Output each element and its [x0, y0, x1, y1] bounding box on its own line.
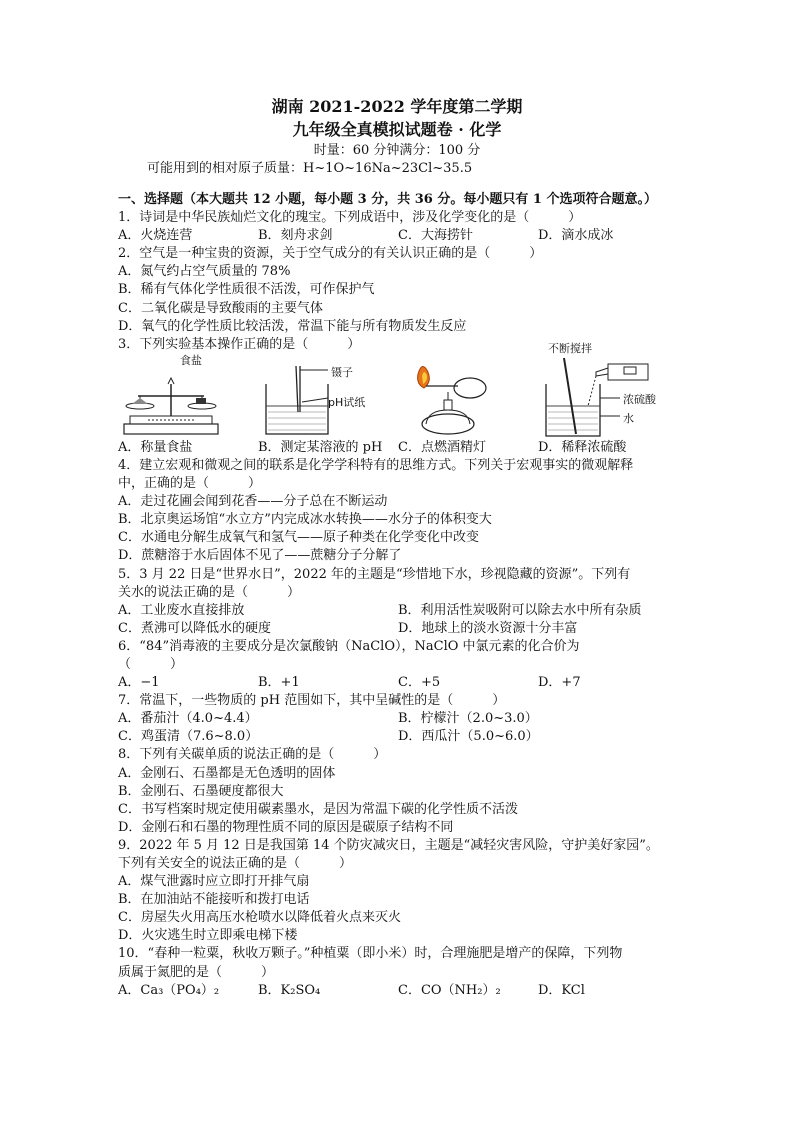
label-water: 水 [623, 411, 634, 425]
q9-stem-line1: 9．2022 年 5 月 12 日是我国第 14 个防灾减灾日，主题是“减轻灾害风险，守护美好家园”。 [118, 837, 659, 853]
q9-option-d: D．火灾逃生时立即乘电梯下楼 [118, 928, 298, 944]
q7-stem: 7．常温下，一些物质的 pH 范围如下，其中呈碱性的是（ ） [118, 693, 506, 709]
q7-option-c: C．鸡蛋清（7.6~8.0） [118, 729, 259, 745]
q6-option-c: C．+5 [398, 675, 441, 691]
q5-stem-line1: 5．3 月 22 日是“世界水日”，2022 年的主题是“珍惜地下水，珍视隐藏的资源”。下列有 [118, 566, 631, 582]
atomic-masses: 可能用到的相对原子质量：H~1O~16Na~23Cl~35.5 [147, 161, 473, 176]
q5-option-c: C．煮沸可以降低水的硬度 [118, 620, 271, 636]
q4-stem-line1: 4．建立宏观和微观之间的联系是化学学科特有的思维方式。下列关于宏观事实的微观解释 [118, 457, 634, 473]
q2-option-d: D．氧气的化学性质比较活泼，常温下能与所有物质发生反应 [118, 318, 467, 334]
label-conc-acid: 浓硫酸 [623, 392, 656, 406]
q10-option-a: A．Ca₃（PO₄）₂ [118, 982, 220, 998]
q7-option-d: D．西瓜汁（5.0~6.0） [398, 729, 539, 745]
q6-stem-line2: （ ） [118, 656, 184, 672]
q5-option-b: B．利用活性炭吸附可以除去水中所有杂质 [398, 602, 642, 618]
balance-figure [118, 354, 228, 439]
q3-option-c: C．点燃酒精灯 [398, 439, 486, 455]
q9-option-c: C．房屋失火用高压水枪喷水以降低着火点来灭火 [118, 910, 401, 926]
q10-stem-line1: 10．“春种一粒粟，秋收万颗子。”种植粟（即小米）时，合理施肥是增产的保障，下列物 [118, 946, 623, 962]
question-body [118, 191, 698, 1000]
label-ph-paper: pH试纸 [328, 395, 366, 409]
q5-stem-line2: 关水的说法正确的是（ ） [118, 584, 301, 600]
q9-option-a: A．煤气泄露时应立即打开排气扇 [118, 874, 310, 890]
q8-option-a: A．金刚石、石墨都是无色透明的固体 [118, 765, 336, 781]
q7-option-b: B．柠檬汁（2.0~3.0） [398, 711, 538, 727]
q6-options [118, 674, 698, 692]
q5-option-a: A．工业废水直接排放 [118, 602, 245, 618]
q1-option-c: C．大海捞针 [398, 228, 473, 244]
alcohol-lamp-figure [398, 354, 508, 439]
q10-option-c: C．CO（NH₂）₂ [398, 982, 501, 998]
q3-stem: 3．下列实验基本操作正确的是（ ） [118, 336, 361, 352]
q1-stem: 1．诗词是中华民族灿烂文化的瑰宝。下列成语中，涉及化学变化的是（ ） [118, 210, 582, 226]
q6-option-a: A．−1 [118, 675, 160, 691]
q4-option-a: A．走过花圃会闻到花香——分子总在不断运动 [118, 494, 388, 510]
q2-stem: 2．空气是一种宝贵的资源，关于空气成分的有关认识正确的是（ ） [118, 246, 543, 262]
q2-option-b: B．稀有气体化学性质很不活泼，可作保护气 [118, 282, 375, 298]
q3-option-a: A．称量食盐 [118, 439, 193, 455]
q4-option-b: B．北京奥运场馆“水立方”内完成冰水转换——水分子的体积变大 [118, 512, 492, 528]
q5-options-row1 [118, 602, 698, 620]
label-salt: 食盐 [180, 353, 202, 367]
q4-stem-line2: 中，正确的是（ ） [118, 476, 262, 492]
q9-option-b: B．在加油站不能接听和拨打电话 [118, 892, 310, 908]
q10-options [118, 982, 698, 1000]
q4-option-d: D．蔗糖溶于水后固体不见了——蔗糖分子分解了 [118, 548, 402, 564]
q8-option-c: C．书写档案时规定使用碳素墨水，是因为常温下碳的化学性质不活泼 [118, 801, 518, 817]
q4-option-c: C．水通电分解生成氧气和氢气——原子种类在化学变化中改变 [118, 530, 479, 546]
q8-option-b: B．金刚石、石墨硬度都很大 [118, 783, 284, 799]
q8-stem: 8．下列有关碳单质的说法正确的是（ ） [118, 747, 387, 763]
q2-option-a: A．氮气约占空气质量的 78% [118, 264, 291, 280]
q7-option-a: A．番茄汁（4.0~4.4） [118, 711, 258, 727]
q10-option-d: D．KCl [538, 982, 585, 998]
q1-option-a: A．火烧连营 [118, 228, 193, 244]
q6-option-b: B．+1 [258, 675, 300, 691]
q6-option-d: D．+7 [538, 675, 581, 691]
q2-option-c: C．二氧化碳是导致酸雨的主要气体 [118, 300, 323, 316]
q3-option-d: D．稀释浓硫酸 [538, 439, 627, 455]
q7-options-row2 [118, 728, 698, 746]
q10-stem-line2: 质属于氮肥的是（ ） [118, 964, 275, 980]
q1-options [118, 227, 698, 245]
q5-options-row2 [118, 620, 698, 638]
exam-subtitle: 九年级全真模拟试题卷 · 化学 [292, 120, 502, 139]
q1-option-d: D．滴水成冰 [538, 228, 614, 244]
exam-time-score: 时量：60 分钟满分：100 分 [313, 143, 481, 158]
q8-option-d: D．金刚石和石墨的物理性质不同的原因是碳原子结构不同 [118, 819, 454, 835]
q10-option-b: B．K₂SO₄ [258, 982, 321, 998]
section-heading: 一、选择题（本大题共 12 小题，每小题 3 分，共 36 分。每小题只有 1 个选项符合题意。） [118, 192, 657, 207]
exam-title: 湖南 2021-2022 学年度第二学期 [271, 97, 523, 116]
label-stir: 不断搅拌 [548, 341, 592, 355]
q5-option-d: D．地球上的淡水资源十分丰富 [398, 620, 578, 636]
label-tweezers: 镊子 [331, 365, 353, 379]
q6-stem-line1: 6．“84”消毒液的主要成分是次氯酸钠（NaClO），NaClO 中氯元素的化合价为 [118, 638, 580, 654]
q7-options-row1 [118, 710, 698, 728]
q1-option-b: B．刻舟求剑 [258, 228, 333, 244]
q9-stem-line2: 下列有关安全的说法正确的是（ ） [118, 856, 353, 871]
q3-option-b: B．测定某溶液的 pH [258, 439, 383, 455]
q3-options [118, 439, 698, 457]
